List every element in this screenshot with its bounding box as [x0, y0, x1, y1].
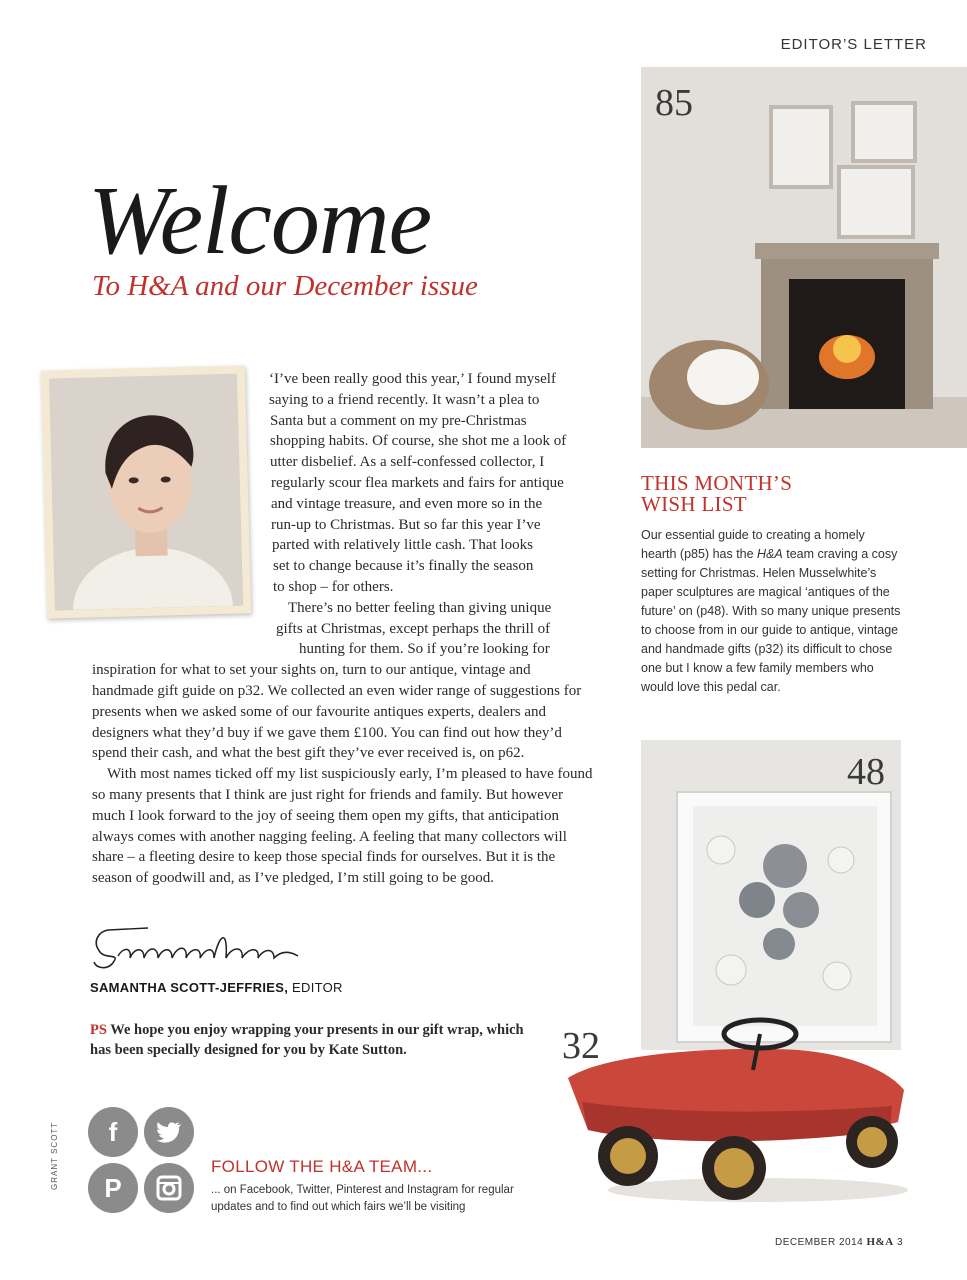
page-title: Welcome [88, 167, 432, 275]
facebook-icon[interactable]: f [88, 1107, 138, 1157]
pedal-car-photo [548, 1010, 928, 1205]
letter-body [92, 369, 612, 889]
follow-title: FOLLOW THE H&A TEAM... [211, 1157, 433, 1176]
postscript [90, 1020, 530, 1060]
paper-sculpture-photo [641, 740, 901, 1050]
text-line: set to change because it’s finally the season [273, 558, 534, 575]
editor-name: SAMANTHA SCOTT-JEFFRIES, [90, 980, 289, 995]
wish-list-title-line: THIS MONTH’S [641, 471, 793, 495]
page-subtitle: To H&A and our December issue [92, 270, 478, 302]
text-line: Santa but a comment on my pre-Christmas [270, 412, 527, 429]
editor-signature [88, 922, 338, 976]
text-line: gifts at Christmas, except perhaps the thrill of [276, 620, 551, 637]
ps-tag: PS [90, 1022, 107, 1038]
wish-list-title-line: WISH LIST [641, 492, 747, 516]
social-icons [88, 1107, 198, 1217]
text-line: run-up to Christmas. But so far this year I’ve [271, 516, 541, 533]
text-line: and vintage treasure, and even more so in the [271, 495, 543, 512]
instagram-icon[interactable] [144, 1163, 194, 1213]
photo-credit: GRANT SCOTT [50, 1121, 59, 1190]
text-line: utter disbelief. As a self-confessed collector, I [270, 454, 545, 471]
text-line: ‘I’ve been really good this year,’ I found myself [269, 371, 556, 387]
text-line: saying to a friend recently. It wasn’t a plea to [269, 391, 540, 408]
text-line: hunting for them. So if you’re looking for [299, 641, 550, 658]
text-line: to shop – for others. [273, 578, 394, 595]
ps-text: We hope you enjoy wrapping your presents in our gift wrap, which has been specially designed for you by Kate Sutton. [90, 1022, 524, 1058]
page-footer [775, 1236, 903, 1248]
text-line: There’s no better feeling than giving unique [288, 599, 552, 616]
paragraph-1 [92, 369, 612, 660]
twitter-icon[interactable] [144, 1107, 194, 1157]
follow-body: ... on Facebook, Twitter, Pinterest and Instagram for regular updates and to find out which fairs we’ll be visiting [211, 1184, 514, 1213]
page-ref-48: 48 [847, 751, 885, 793]
footer-page-number: 3 [896, 1237, 903, 1248]
twitter-bird-shape [156, 1121, 182, 1143]
instagram-camera-shape [155, 1174, 183, 1202]
pinterest-icon[interactable]: P [88, 1163, 138, 1213]
paragraph-2: inspiration for what to set your sights on, turn to our antique, vintage and handmade gift guide on p32. We collected an even wider range of suggestions for presents when we asked some of our favourite antiques experts, dealers and designers what they’d buy if we gave them £100. You can find out how they’d spend their cash, and what the best gift they’ve ever received is, on p62. [92, 662, 582, 762]
text-line: parted with relatively little cash. That looks [272, 537, 533, 554]
signature-drawing [88, 922, 338, 972]
wish-list-text: Our essential guide to creating a homely hearth (p85) has the [641, 528, 865, 561]
wish-list-body [641, 526, 903, 697]
footer-issue: DECEMBER 2014 [775, 1237, 864, 1248]
page-ref-85: 85 [655, 82, 693, 124]
editor-credit [90, 980, 343, 995]
text-line: regularly scour flea markets and fairs for antique [271, 474, 564, 491]
wish-list-text: team craving a cosy setting for Christmas. Helen Musselwhite’s paper sculptures are magical ‘antiques of the future’ on (p48). With so many unique presents to choose from in our guide to antique, vintage and handmade gifts (p32) its difficult to chose one but I know a few family members who would love this pedal car. [641, 547, 901, 694]
fireplace-photo [641, 67, 967, 448]
text-line: shopping habits. Of course, she shot me a look of [270, 433, 567, 450]
section-label: EDITOR’S LETTER [780, 36, 927, 53]
page-ref-32: 32 [562, 1025, 600, 1067]
editor-role: EDITOR [292, 980, 343, 995]
footer-brand: H&A [866, 1236, 894, 1248]
paragraph-3: With most names ticked off my list suspiciously early, I’m pleased to have found so many presents that I think are just right for friends and family. But however much I look forward to the joy of seeing them open my gifts, that anticipation always comes with another nagging feeling. A feeling that many collectors will share – a fleeting desire to keep those special finds for ourselves. But it is the season of goodwill and, as I’ve pledged, I’m still going to be good. [92, 766, 593, 887]
wish-list-brand: H&A [757, 547, 783, 561]
wish-list-title [641, 473, 792, 515]
pedal-car-illustration [548, 1010, 928, 1205]
